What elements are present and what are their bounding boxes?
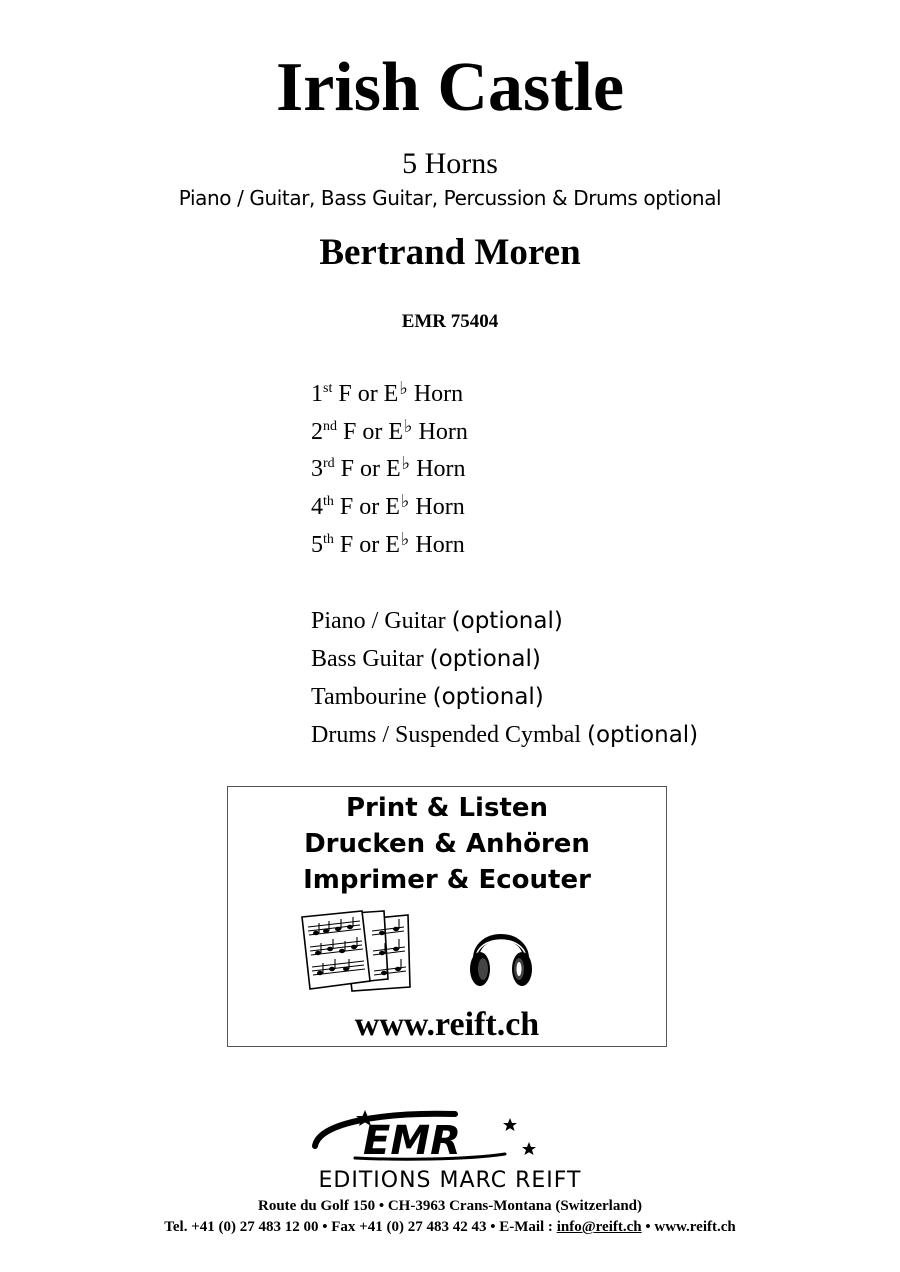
logo-lettering: EMR [363, 1118, 461, 1164]
website-url[interactable]: www.reift.ch [354, 1006, 540, 1043]
promo-line-french: Imprimer & Ecouter [303, 865, 591, 895]
flat-sign-icon: ♭ [404, 415, 413, 437]
part-line: 2nd F or E♭ Horn [311, 415, 468, 445]
horn-parts-list [311, 376, 468, 564]
promo-line-english: Print & Listen [345, 793, 549, 823]
print-listen-box [227, 786, 667, 1047]
flat-sign-icon: ♭ [399, 378, 408, 399]
instrumentation-optional: Piano / Guitar, Bass Guitar, Percussion & Drums optional [178, 186, 722, 210]
publisher-address: Route du Golf 150 • CH-3963 Crans-Montana (Switzerland) [258, 1198, 642, 1214]
flat-sign-icon: ♭ [401, 453, 411, 475]
flat-sign-icon: ♭ [400, 528, 410, 550]
instrumentation: 5 Horns [402, 147, 498, 180]
piece-title: Irish Castle [275, 49, 625, 126]
part-line: 4th F or E♭ Horn [311, 491, 465, 521]
sheet-music-icon [300, 907, 412, 1000]
flat-sign-icon: ♭ [400, 491, 410, 513]
publisher-name: EDITIONS MARC REIFT [318, 1168, 582, 1193]
composer-name: Bertrand Moren [319, 232, 581, 273]
optional-part-line: Tambourine (optional) [311, 684, 544, 710]
optional-part-line: Drums / Suspended Cymbal (optional) [311, 722, 699, 748]
publisher-contact: Tel. +41 (0) 27 483 12 00 • Fax +41 (0) 27 483 42 43 • E-Mail : info@reift.ch • www.reift.ch [164, 1219, 736, 1235]
headphones-icon [466, 915, 536, 994]
emr-logo [305, 1108, 545, 1175]
optional-part-line: Bass Guitar (optional) [311, 646, 541, 672]
part-line: 1st F or E♭ Horn [311, 378, 464, 407]
catalog-number: EMR 75404 [401, 311, 499, 332]
part-line: 3rd F or E♭ Horn [311, 453, 466, 483]
optional-parts-list [311, 602, 698, 754]
optional-part-line: Piano / Guitar (optional) [311, 608, 563, 634]
email-link[interactable]: info@reift.ch [556, 1219, 642, 1235]
part-line: 5th F or E♭ Horn [311, 528, 465, 558]
promo-line-german: Drucken & Anhören [304, 829, 590, 859]
